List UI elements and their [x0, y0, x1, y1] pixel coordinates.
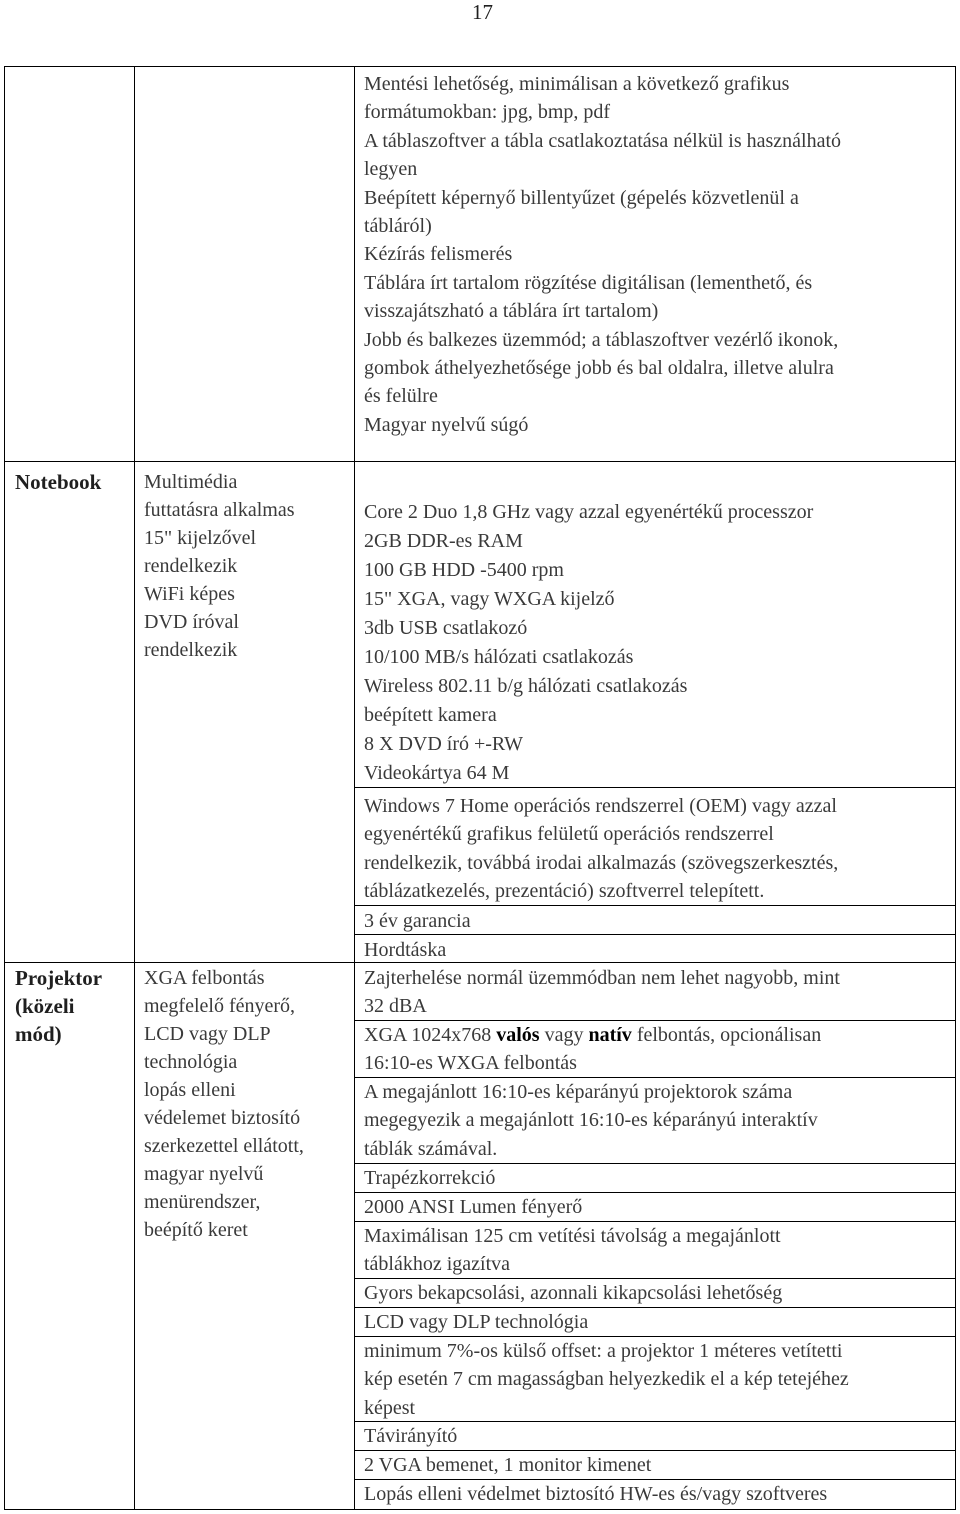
continuation-line: tábláról) [364, 215, 432, 238]
projector-resolution [364, 1021, 949, 1078]
continuation-line: gombok áthelyezhetősége jobb és bal oldalra, illetve alulra [364, 357, 834, 380]
spec-item: 10/100 MB/s hálózati csatlakozás [364, 646, 634, 668]
notebook-summary [144, 468, 350, 664]
spec-divider [354, 787, 955, 788]
offset-line: minimum 7%-os külső offset: a projektor 1 méteres vetítetti [364, 1340, 843, 1362]
continuation-line: formátumokban: jpg, bmp, pdf [364, 101, 611, 124]
summary-line: DVD íróval [144, 611, 239, 633]
projector-keystone: Trapézkorrekció [364, 1167, 496, 1189]
notebook-os [364, 792, 949, 906]
summary-line: beépítő keret [144, 1219, 248, 1241]
notebook-warranty: 3 év garancia [364, 910, 471, 932]
summary-line: védelemet biztosító [144, 1107, 301, 1129]
continuation-line: Magyar nyelvű súgó [364, 413, 529, 436]
row-divider [5, 962, 955, 963]
projector-io: 2 VGA bemenet, 1 monitor kimenet [364, 1454, 652, 1476]
spec-table [4, 66, 956, 1510]
distance-line: Maximálisan 125 cm vetítési távolság a megajánlott [364, 1225, 781, 1247]
spec-item: 3db USB csatlakozó [364, 617, 528, 639]
continuation-line: Kézírás felismerés [364, 243, 513, 266]
spec-item: Core 2 Duo 1,8 GHz vagy azzal egyenértékű processzor [364, 501, 814, 523]
resolution-bold-real: valós [496, 1024, 540, 1046]
resolution-line [364, 1021, 949, 1049]
continuation-line: A táblaszoftver a tábla csatlakoztatása nélkül is használható [364, 129, 842, 152]
projector-name-line: Projektor [15, 966, 103, 990]
projector-distance [364, 1222, 949, 1279]
projector-security: Lopás elleni védelmet biztosító HW-es és/vagy szoftveres [364, 1483, 828, 1505]
page-number: 17 [472, 0, 493, 24]
column-divider [134, 67, 135, 1509]
continuation-cell [364, 70, 949, 439]
ratio-line: megegyezik a megajánlott 16:10-es képarányú interaktív [364, 1109, 818, 1132]
projector-summary [144, 964, 350, 1244]
spec-item: Wireless 802.11 b/g hálózati csatlakozás [364, 675, 688, 697]
spec-divider [354, 934, 955, 935]
summary-line: futtatásra alkalmas [144, 499, 295, 521]
offset-line: képest [364, 1396, 416, 1419]
summary-line: Multimédia [144, 471, 238, 493]
spec-item: 100 GB HDD -5400 rpm [364, 559, 564, 581]
summary-line: szerkezettel ellátott, [144, 1135, 304, 1157]
summary-line: magyar nyelvű [144, 1163, 264, 1185]
summary-line: WiFi képes [144, 583, 235, 605]
projector-noise [364, 964, 949, 1021]
resolution-line: 16:10-es WXGA felbontás [364, 1052, 577, 1075]
continuation-line: visszajátszható a táblára írt tartalom) [364, 300, 659, 323]
resolution-mid: vagy [539, 1024, 589, 1046]
projector-power: Gyors bekapcsolási, azonnali kikapcsolási lehetőség [364, 1282, 783, 1304]
continuation-line: Táblára írt tartalom rögzítése digitálisan (lementhető, és [364, 271, 813, 294]
spec-item: beépített kamera [364, 704, 497, 726]
summary-line: rendelkezik [144, 555, 238, 577]
projector-name-line: mód) [15, 1022, 62, 1046]
continuation-line: Beépített képernyő billentyűzet (gépelés közvetlenül a [364, 186, 799, 209]
os-line: táblázatkezelés, prezentáció) szoftverrel telepített. [364, 880, 765, 903]
noise-line: Zajterhelése normál üzemmódban nem lehet nagyobb, mint [364, 967, 840, 989]
summary-line: XGA felbontás [144, 967, 265, 989]
summary-line: lopás elleni [144, 1079, 236, 1101]
continuation-line: Jobb és balkezes üzemmód; a táblaszoftver vezérlő ikonok, [364, 328, 839, 351]
os-line: rendelkezik, továbbá irodai alkalmazás (szövegszerkesztés, [364, 851, 839, 874]
projector-remote: Távirányító [364, 1425, 458, 1447]
projector-ratio [364, 1078, 949, 1163]
projector-name-line: (közeli [15, 994, 75, 1018]
notebook-name: Notebook [15, 470, 102, 494]
summary-line: 15" kijelzővel [144, 527, 257, 549]
spec-divider [354, 905, 955, 906]
spec-item: 8 X DVD író +-RW [364, 733, 524, 755]
spec-item: 2GB DDR-es RAM [364, 530, 523, 552]
projector-tech: LCD vagy DLP technológia [364, 1311, 589, 1333]
continuation-line: Mentési lehetőség, minimálisan a következő grafikus [364, 73, 790, 95]
notebook-bag: Hordtáska [364, 939, 447, 961]
continuation-line: és felülre [364, 385, 438, 408]
os-line: Windows 7 Home operációs rendszerrel (OEM) vagy azzal [364, 795, 837, 817]
summary-line: LCD vagy DLP [144, 1023, 271, 1045]
ratio-line: A megajánlott 16:10-es képarányú projektorok száma [364, 1081, 793, 1103]
projector-name [15, 964, 131, 1048]
row-divider [5, 461, 955, 462]
spec-item: 15" XGA, vagy WXGA kijelző [364, 588, 615, 610]
column-divider [354, 67, 355, 1509]
ratio-line: táblák számával. [364, 1137, 498, 1160]
summary-line: menürendszer, [144, 1191, 261, 1213]
resolution-post: felbontás, opcionálisan [631, 1024, 822, 1046]
offset-line: kép esetén 7 cm magasságban helyezkedik el a kép tetejéhez [364, 1368, 849, 1391]
projector-brightness: 2000 ANSI Lumen fényerő [364, 1196, 583, 1218]
notebook-specs [364, 498, 949, 788]
summary-line: megfelelő fényerő, [144, 995, 296, 1017]
distance-line: táblákhoz igazítva [364, 1253, 511, 1276]
summary-line: technológia [144, 1051, 238, 1073]
summary-line: rendelkezik [144, 639, 238, 661]
continuation-line: legyen [364, 158, 418, 181]
spec-item: Videokártya 64 M [364, 762, 510, 784]
resolution-pre: XGA 1024x768 [364, 1024, 497, 1046]
noise-line: 32 dBA [364, 995, 427, 1018]
resolution-bold-native: natív [588, 1024, 632, 1046]
projector-offset [364, 1337, 949, 1422]
os-line: egyenértékű grafikus felületű operációs rendszerrel [364, 823, 774, 846]
